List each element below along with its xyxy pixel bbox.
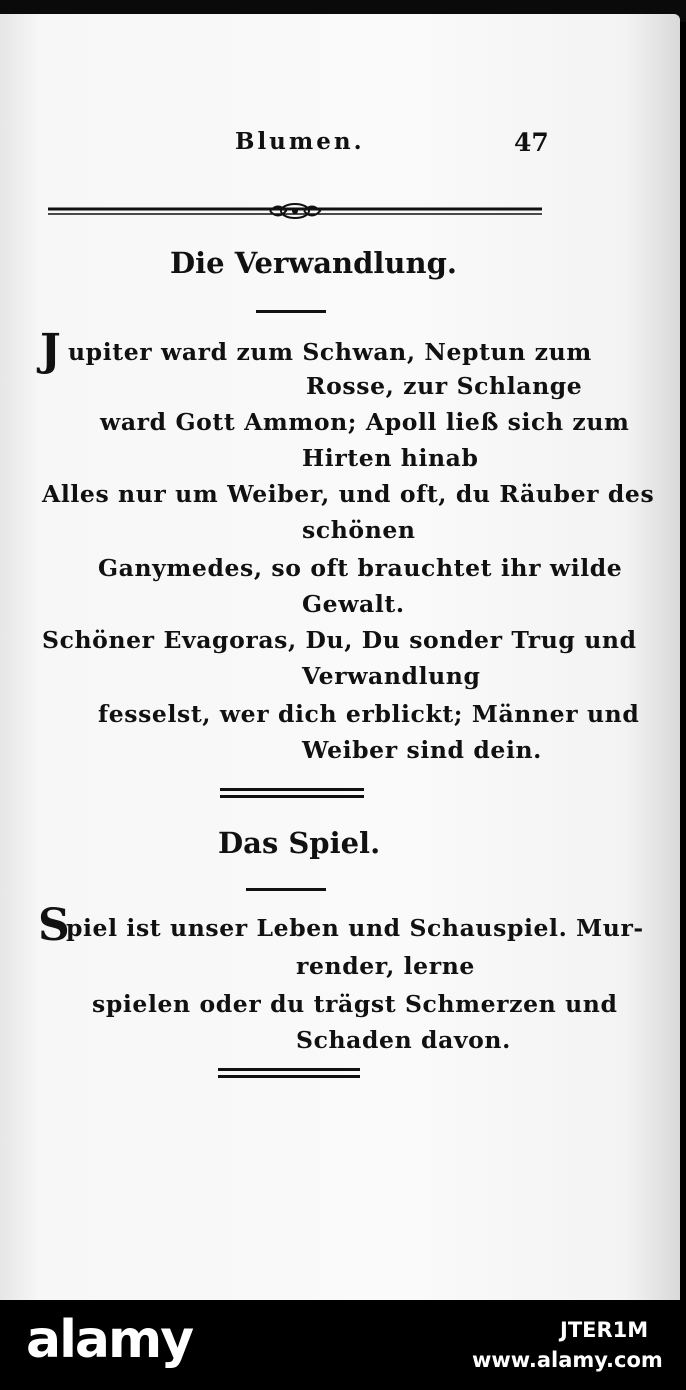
poem-line: Alles nur um Weiber, und oft, du Räuber des — [42, 480, 655, 508]
watermark-url: www.alamy.com — [472, 1348, 663, 1372]
poem-line: spielen oder du trägst Schmerzen und — [92, 990, 618, 1018]
page-number: 47 — [514, 128, 549, 157]
section-divider — [220, 788, 364, 799]
poem-line: Verwandlung — [302, 662, 481, 690]
poem-line: Weiber sind dein. — [302, 736, 542, 764]
poem-line: Hirten hinab — [302, 444, 479, 472]
watermark-image-id: JTER1M — [560, 1318, 649, 1342]
poem-title-verwandlung: Die Verwandlung. — [170, 246, 457, 280]
poem-title-spiel: Das Spiel. — [218, 826, 381, 860]
ornamental-rule — [48, 196, 542, 224]
title-underline — [246, 888, 326, 891]
end-divider — [218, 1068, 360, 1079]
poem-line: Rosse, zur Schlange — [306, 372, 583, 400]
poem-line: fesselst, wer dich erblickt; Männer und — [98, 700, 640, 728]
poem-line: upiter ward zum Schwan, Neptun zum — [68, 338, 592, 366]
poem-line: piel ist unser Leben und Schauspiel. Mur- — [66, 914, 644, 942]
poem-line: Ganymedes, so oft brauchtet ihr wilde — [98, 554, 623, 582]
poem-line: schönen — [302, 516, 416, 544]
drop-cap-j: J — [40, 325, 62, 376]
drop-cap-s: S — [38, 900, 71, 951]
running-title: Blumen. — [235, 128, 365, 155]
watermark-logo: alamy — [26, 1310, 193, 1370]
title-underline — [256, 310, 326, 313]
poem-line: ward Gott Ammon; Apoll ließ sich zum — [100, 408, 630, 436]
poem-line: Gewalt. — [302, 590, 405, 618]
poem-line: Schaden davon. — [296, 1026, 511, 1054]
poem-line: Schöner Evagoras, Du, Du sonder Trug und — [42, 626, 637, 654]
poem-line: render, lerne — [296, 952, 475, 980]
